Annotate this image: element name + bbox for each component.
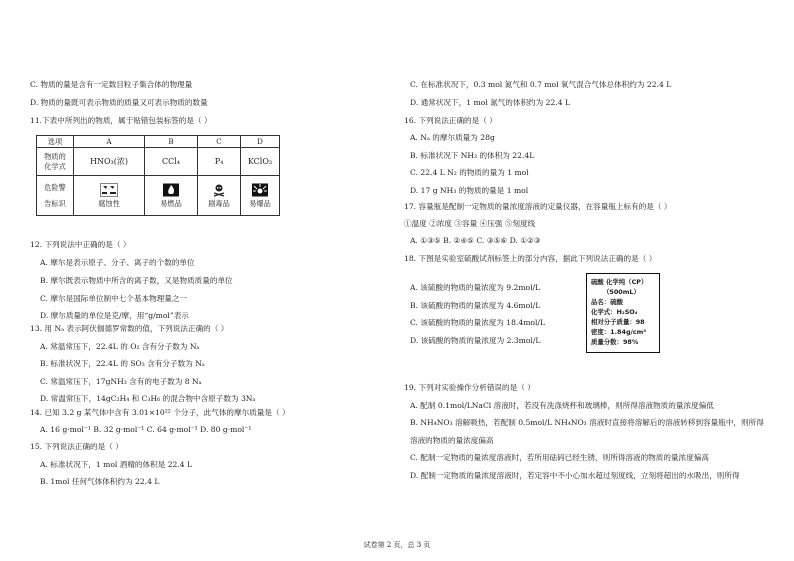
q19-option-d: D. 配制一定物质的量浓度溶液时，若定容中不小心加水超过刻度线，立刻将超出的水吸出，则所得 (410, 471, 740, 480)
q14-stem: 14. 已知 3.2 g 某气体中含有 3.01×10²² 个分子，此气体的摩尔质量是（ ） (30, 408, 290, 417)
q15-option-d: D. 通常状况下，1 mol 氮气的体积约为 22.4 L (410, 98, 571, 107)
q13-option-c: C. 常温常压下，17gNH₃ 含有的电子数为 8 Nₐ (40, 377, 202, 386)
q18-option-b: B. 该硫酸的物质的量浓度为 4.6mol/L (410, 301, 541, 310)
q12-option-c: C. 摩尔是国际单位制中七个基本物理量之一 (40, 294, 188, 303)
q16-option-d: D. 17 g NH₃ 的物质的量是 1 mol (410, 186, 529, 195)
q15-option-c: C. 在标准状况下，0.3 mol 氮气和 0.7 mol 氧气混合气体总体积约为 22.4 L (410, 80, 672, 89)
hazard-cell (241, 176, 280, 216)
q15-stem: 15. 下列说法正确的是（ ） (30, 442, 123, 451)
formula-row-label (37, 148, 74, 176)
corrosive-icon (100, 183, 118, 197)
q17-options: A. ①③⑤ B. ②④⑤ C. ③⑤⑥ D. ①②③ (410, 236, 541, 245)
hazard-row-label (37, 176, 74, 216)
q11-stem: 11.下表中所列出的物质，属于贴错包装标签的是（ ） (30, 116, 212, 125)
row-label-line: 告标识 (44, 198, 66, 208)
q12-option-b: B. 摩尔既表示物质中所含的离子数，又是物质质量的单位 (40, 276, 233, 285)
formula-cell: HNO₃(浓) (74, 148, 145, 176)
q12-stem: 12. 下列说法中正确的是（ ） (30, 240, 131, 249)
hazard-cell (145, 176, 198, 216)
q16-option-c: C. 22.4 L N₂ 的物质的量为 1 mol (410, 168, 529, 177)
label-title: 硫酸 化学纯（CP） (591, 278, 648, 286)
label-density: 密度：1.84g/cm³ (591, 328, 647, 336)
label-fraction: 质量分数：98% (591, 338, 639, 346)
hazard-label: 剧毒品 (208, 198, 230, 208)
q18-option-c: C. 该硫酸的物质的量浓度为 18.4mol/L (410, 318, 546, 327)
row-label-line: 化学式 (44, 161, 66, 171)
page-footer: 试卷第 2 页，总 3 页 (363, 541, 431, 549)
q18-stem: 18. 下图是实验室硫酸试剂标签上的部分内容，据此下列说法正确的是（ ） (404, 254, 657, 263)
sulfuric-acid-label (586, 273, 660, 353)
q19-option-b-cont: 溶液的物质的量浓度偏高 (410, 436, 494, 445)
table-header: D (241, 136, 280, 148)
hazard-label: 易燃品 (160, 198, 182, 208)
q12-option-a: A. 摩尔是表示原子、分子、离子的个数的单位 (40, 258, 195, 267)
row-label-line: 危险警 (44, 182, 66, 192)
hazard-cell (74, 176, 145, 216)
q15-option-b: B. 1mol 任何气体体积约为 22.4 L (40, 477, 160, 486)
flame-icon (162, 183, 180, 197)
q14-options: A. 16 g·mol⁻¹ B. 32 g·mol⁻¹ C. 64 g·mol⁻¹ D. 80 g·mol⁻¹ (40, 425, 252, 434)
q13-option-a: A. 常温常压下，22.4L 的 O₂ 含有分子数为 Nₐ (40, 342, 200, 351)
q13-option-d: D. 常温常压下，14gC₂H₄ 和 C₃H₆ 的混合物中含原子数为 3Nₐ (40, 394, 256, 403)
q16-stem: 16. 下列说法正确的是（ ） (404, 116, 497, 125)
label-volume: （500mL） (603, 288, 640, 296)
q13-stem: 13. 用 Nₐ 表示阿伏伽德罗常数的值，下列说法正确的（ ） (30, 324, 229, 333)
q19-option-c: C. 配制一定物质的量浓度溶液时，若所用砝码已经生锈，则所得溶液的物质的量浓度偏高 (410, 453, 709, 462)
label-name: 品名：硫酸 (591, 298, 623, 306)
formula-cell: KClO₃ (241, 148, 280, 176)
table-header: C (198, 136, 241, 148)
q15-option-a: A. 标准状况下，1 mol 酒精的体积是 22.4 L (40, 460, 193, 469)
formula-cell: CCl₄ (145, 148, 198, 176)
q18-option-d: D. 该硫酸的物质的量浓度为 2.3mol/L (410, 336, 541, 345)
row-label-line: 物质的 (44, 151, 66, 161)
hazard-label: 腐蚀性 (98, 198, 120, 208)
table-header: 选项 (37, 136, 74, 148)
explosive-icon (251, 183, 269, 197)
q18-option-a: A. 该硫酸的物质的量浓度为 9.2mol/L (410, 283, 541, 292)
skull-icon (210, 183, 228, 197)
q17-stem: 17. 容量瓶是配制一定物质的量浓度溶液的定量仪器，在容量瓶上标有的是（ ） (404, 202, 672, 211)
hazard-table (36, 135, 280, 216)
hazard-label: 易爆品 (249, 198, 271, 208)
q10-option-c: C. 物质的量是含有一定数目粒子集合体的物理量 (30, 80, 193, 89)
table-header: A (74, 136, 145, 148)
q12-option-d: D. 摩尔质量的单位是克/摩，用“g/mol”表示 (40, 311, 189, 320)
label-formula: 化学式：H₂SO₄ (591, 308, 638, 316)
q19-option-b: B. NH₄NO₃ 溶解吸热，若配制 0.5mol/L NH₄NO₃ 溶液时直接将溶解后的溶液转移到容量瓶中，则所得 (410, 418, 764, 427)
table-header: B (145, 136, 198, 148)
q13-option-b: B. 标准状况下，22.4L 的 SO₃ 含有分子数为 Nₐ (40, 359, 205, 368)
q17-items: ①温度 ②浓度 ③容量 ④压强 ⑤刻度线 (404, 219, 536, 228)
q19-option-a: A. 配制 0.1mol/LNaCl 溶液时，若没有洗涤烧杯和玻璃棒，则所得溶液物质的量浓度偏低 (410, 401, 714, 410)
hazard-cell (198, 176, 241, 216)
formula-cell: P₄ (198, 148, 241, 176)
q19-stem: 19. 下列对实验操作分析错误的是（ ） (404, 383, 535, 392)
q16-option-a: A. Nₐ 的摩尔质量为 28g (410, 133, 495, 142)
q10-option-d: D. 物质的量既可表示物质的质量又可表示物质的数量 (30, 98, 208, 107)
label-mass: 相对分子质量：98 (591, 318, 645, 326)
q16-option-b: B. 标准状况下 NH₃ 的体积为 22.4L (410, 151, 535, 160)
